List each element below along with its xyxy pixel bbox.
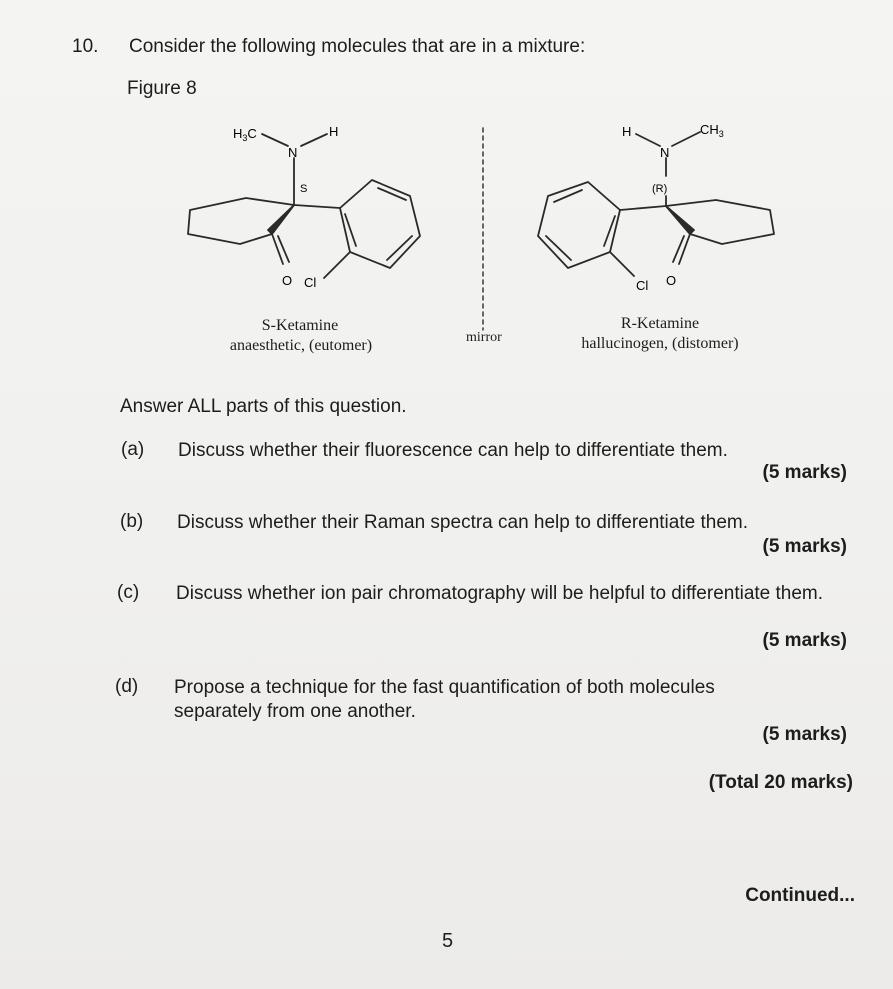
r-ketamine-structure — [538, 132, 774, 276]
mirror-label: mirror — [466, 330, 502, 345]
figure-label: Figure 8 — [127, 78, 197, 99]
left-methyl-label: $H_3C$ — [233, 126, 257, 143]
part-d-marks: (5 marks) — [762, 724, 847, 745]
question-number: 10. — [72, 36, 99, 57]
right-o-label: O — [666, 273, 677, 288]
right-stereo-label: (R) — [652, 183, 668, 195]
part-a-marks: (5 marks) — [762, 462, 847, 483]
part-a-letter: (a) — [121, 439, 145, 460]
part-c-marks: (5 marks) — [762, 630, 847, 651]
part-d-letter: (d) — [115, 676, 139, 697]
s-ketamine-structure — [188, 134, 420, 278]
r-ketamine-description: hallucinogen, (distomer) — [581, 335, 739, 352]
part-d-text: Propose a technique for the fast quantification of both molecules separately from one another. — [174, 677, 715, 722]
part-a-text: Discuss whether their fluorescence can help to differentiate them. — [178, 440, 728, 461]
right-n-label: N — [660, 145, 670, 160]
part-b-text: Discuss whether their Raman spectra can help to differentiate them. — [177, 512, 748, 533]
left-n-label: N — [288, 145, 298, 160]
question-intro: Consider the following molecules that are in a mixture: — [129, 36, 586, 57]
left-o-label: O — [282, 273, 293, 288]
right-h-label: H — [622, 124, 632, 139]
page-number: 5 — [442, 930, 454, 952]
right-cl-label: Cl — [636, 278, 649, 293]
part-c-text: Discuss whether ion pair chromatography will be helpful to differentiate them. — [176, 583, 824, 604]
left-stereo-label: S — [300, 183, 308, 195]
s-ketamine-name: S-Ketamine — [261, 317, 339, 334]
left-cl-label: Cl — [304, 275, 317, 290]
r-ketamine-name: R-Ketamine — [620, 315, 700, 332]
part-b-marks: (5 marks) — [762, 536, 847, 557]
left-h-label: H — [329, 124, 339, 139]
total-marks: (Total 20 marks) — [708, 772, 853, 793]
part-c-letter: (c) — [117, 582, 140, 603]
s-ketamine-description: anaesthetic, (eutomer) — [229, 337, 373, 354]
part-b-letter: (b) — [120, 511, 144, 532]
instructions: Answer ALL parts of this question. — [120, 396, 407, 417]
right-methyl-label: $CH_3$ — [700, 122, 724, 139]
continued-label: Continued... — [745, 885, 855, 906]
